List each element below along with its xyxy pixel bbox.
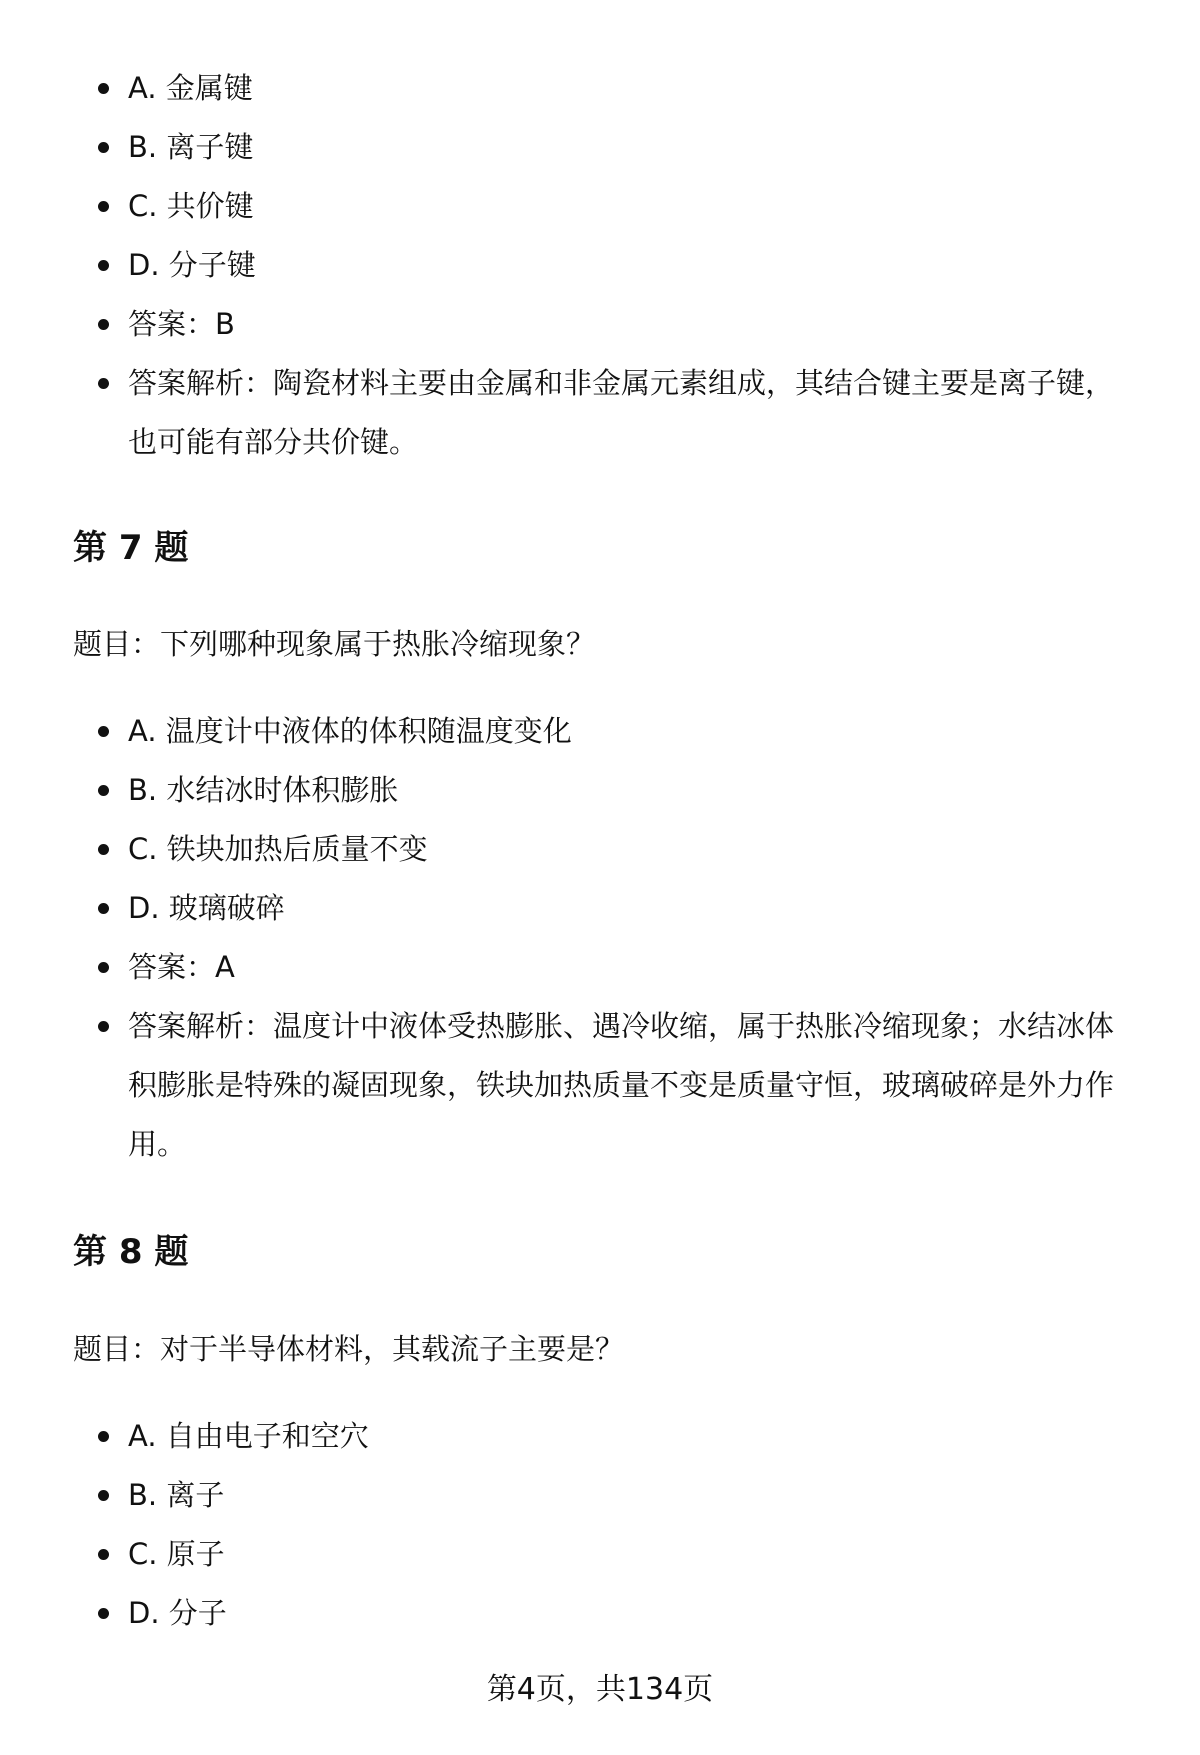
option-list [0, 59, 1200, 472]
option-text: A. 金属键 [128, 71, 253, 105]
analysis-text: 答案解析：陶瓷材料主要由金属和非金属元素组成，其结合键主要是离子键，也可能有部分共价键。 [128, 366, 1115, 459]
bullet-icon [98, 260, 109, 271]
option-text: B. 水结冰时体积膨胀 [128, 773, 399, 807]
option-text: D. 分子键 [128, 248, 256, 282]
list-item [0, 354, 1200, 472]
option-text: A. 自由电子和空穴 [128, 1419, 369, 1453]
option-text: D. 玻璃破碎 [128, 891, 285, 925]
option-text: C. 共价键 [128, 189, 254, 223]
list-item [0, 1466, 1200, 1525]
bullet-icon [98, 903, 109, 914]
bullet-icon [98, 319, 109, 330]
answer-text: 答案：B [128, 307, 235, 341]
list-item [0, 761, 1200, 820]
question-stem: 题目：下列哪种现象属于热胀冷缩现象？ [73, 627, 596, 661]
bullet-icon [98, 785, 109, 796]
list-item [0, 702, 1200, 761]
option-text: A. 温度计中液体的体积随温度变化 [128, 714, 572, 748]
bullet-icon [98, 726, 109, 737]
option-text: D. 分子 [128, 1596, 227, 1630]
bullet-icon [98, 1608, 109, 1619]
list-item [0, 236, 1200, 295]
list-item [0, 879, 1200, 938]
list-item [0, 820, 1200, 879]
bullet-icon [98, 83, 109, 94]
option-text: B. 离子 [128, 1478, 225, 1512]
question-heading: 第 7 题 [73, 528, 189, 568]
list-item [0, 295, 1200, 354]
option-text: C. 原子 [128, 1537, 225, 1571]
bullet-icon [98, 1549, 109, 1560]
option-list [0, 702, 1200, 1174]
bullet-icon [98, 201, 109, 212]
option-text: C. 铁块加热后质量不变 [128, 832, 428, 866]
question-heading: 第 8 题 [73, 1232, 189, 1272]
bullet-icon [98, 378, 109, 389]
list-item [0, 1407, 1200, 1466]
list-item [0, 118, 1200, 177]
list-item [0, 177, 1200, 236]
question-stem: 题目：对于半导体材料，其载流子主要是？ [73, 1332, 625, 1366]
list-item [0, 1584, 1200, 1643]
bullet-icon [98, 844, 109, 855]
page-number: 第4页，共134页 [486, 1672, 714, 1707]
option-list [0, 1407, 1200, 1643]
bullet-icon [98, 142, 109, 153]
list-item [0, 938, 1200, 997]
list-item [0, 997, 1200, 1174]
answer-text: 答案：A [128, 950, 235, 984]
bullet-icon [98, 1490, 109, 1501]
bullet-icon [98, 962, 109, 973]
bullet-icon [98, 1431, 109, 1442]
bullet-icon [98, 1021, 109, 1032]
list-item [0, 59, 1200, 118]
list-item [0, 1525, 1200, 1584]
analysis-text: 答案解析：温度计中液体受热膨胀、遇冷收缩，属于热胀冷缩现象；水结冰体积膨胀是特殊的凝固现象，铁块加热质量不变是质量守恒，玻璃破碎是外力作用。 [128, 1009, 1115, 1161]
option-text: B. 离子键 [128, 130, 254, 164]
